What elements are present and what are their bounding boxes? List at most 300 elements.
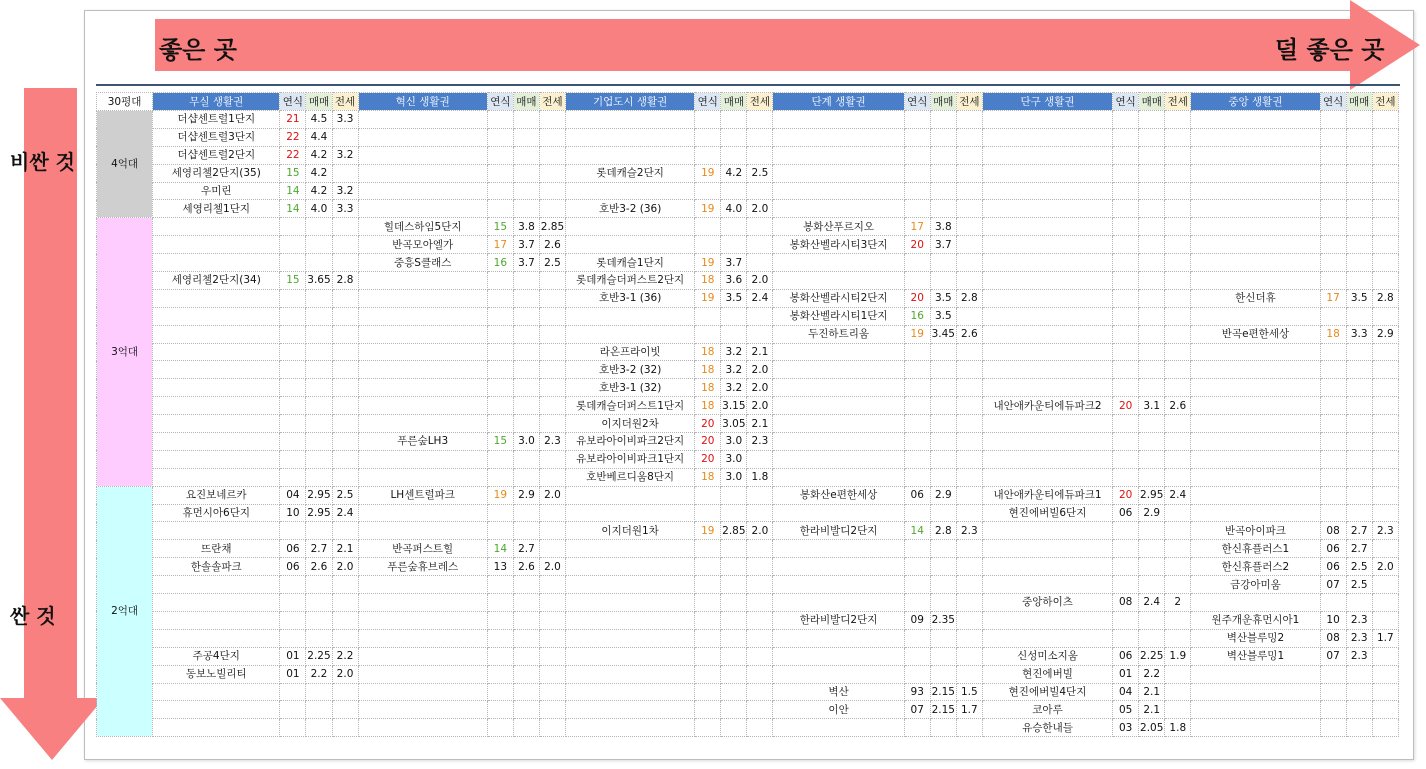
built-year: 17 xyxy=(487,236,513,254)
built-year xyxy=(487,200,513,218)
sale-price xyxy=(1346,433,1372,451)
cheap-label: 싼 것 xyxy=(10,604,56,628)
sale-price xyxy=(513,594,539,612)
complex-name: 롯데캐슬더퍼스트2단지 xyxy=(565,272,694,290)
sale-price xyxy=(513,397,539,415)
lease-price xyxy=(1165,307,1191,325)
complex-name xyxy=(565,128,694,146)
built-year: 19 xyxy=(487,486,513,504)
built-year xyxy=(487,719,513,737)
built-year: 19 xyxy=(695,254,721,272)
built-year xyxy=(280,522,306,540)
complex-name xyxy=(1191,683,1320,701)
complex-name xyxy=(153,397,280,415)
sale-price xyxy=(513,182,539,200)
complex-name: 세영리첼2단지(35) xyxy=(153,164,280,182)
complex-name xyxy=(982,272,1112,290)
sale-price xyxy=(306,415,332,433)
built-year xyxy=(695,647,721,665)
lease-price xyxy=(539,665,565,683)
price-band-label: 4억대 xyxy=(97,111,153,218)
complex-name xyxy=(1191,719,1320,737)
built-year: 19 xyxy=(695,522,721,540)
lease-price: 2 xyxy=(1165,594,1191,612)
sale-price: 2.6 xyxy=(513,558,539,576)
lease-price xyxy=(1165,665,1191,683)
sale-price xyxy=(1139,128,1165,146)
sale-price: 3.8 xyxy=(930,218,956,236)
sale-price xyxy=(930,182,956,200)
lease-price xyxy=(1165,415,1191,433)
lease-price: 3.2 xyxy=(332,146,358,164)
complex-name xyxy=(773,433,904,451)
lease-price xyxy=(332,254,358,272)
built-year: 19 xyxy=(695,200,721,218)
complex-name xyxy=(1191,701,1320,719)
sale-price: 2.7 xyxy=(513,540,539,558)
built-year xyxy=(1113,128,1139,146)
lease-price xyxy=(747,701,773,719)
lease-price xyxy=(332,629,358,647)
lease-price xyxy=(956,128,982,146)
complex-name: 롯데캐슬1단지 xyxy=(565,254,694,272)
built-year: 21 xyxy=(280,111,306,129)
sale-price xyxy=(1139,343,1165,361)
built-year xyxy=(695,701,721,719)
group-name-header: 단구 생활권 xyxy=(982,93,1112,111)
sale-price xyxy=(306,218,332,236)
complex-name xyxy=(773,594,904,612)
built-year xyxy=(695,540,721,558)
complex-name: 세영리첼1단지 xyxy=(153,200,280,218)
lease-price xyxy=(1165,361,1191,379)
sale-price xyxy=(513,450,539,468)
built-year xyxy=(487,647,513,665)
lease-price xyxy=(1372,379,1398,397)
complex-name xyxy=(773,647,904,665)
built-year xyxy=(1113,540,1139,558)
complex-name xyxy=(565,558,694,576)
built-year xyxy=(1320,433,1346,451)
sale-price xyxy=(1139,361,1165,379)
built-year xyxy=(280,433,306,451)
group-name-header: 중앙 생활권 xyxy=(1191,93,1320,111)
lease-price xyxy=(956,665,982,683)
built-year xyxy=(1113,218,1139,236)
built-year: 07 xyxy=(904,701,930,719)
built-year: 14 xyxy=(280,200,306,218)
lease-price xyxy=(539,111,565,129)
sale-price xyxy=(1346,379,1372,397)
complex-name xyxy=(982,468,1112,486)
built-year xyxy=(487,629,513,647)
built-year xyxy=(695,128,721,146)
lease-price xyxy=(956,111,982,129)
sale-price xyxy=(1346,254,1372,272)
complex-name xyxy=(153,415,280,433)
built-year xyxy=(1320,307,1346,325)
year-header: 연식 xyxy=(1113,93,1139,111)
complex-name xyxy=(565,594,694,612)
built-year: 22 xyxy=(280,146,306,164)
built-year xyxy=(280,611,306,629)
complex-name xyxy=(1191,397,1320,415)
complex-name: 봉화산푸르지오 xyxy=(773,218,904,236)
sale-price xyxy=(721,111,747,129)
sale-price: 4.5 xyxy=(306,111,332,129)
sale-price xyxy=(1139,540,1165,558)
lease-price xyxy=(332,433,358,451)
sale-price xyxy=(306,361,332,379)
sale-price xyxy=(306,254,332,272)
sale-price: 2.6 xyxy=(306,558,332,576)
built-year xyxy=(904,558,930,576)
apartment-price-table xyxy=(96,92,1399,737)
sale-price xyxy=(1346,504,1372,522)
sale-price xyxy=(513,611,539,629)
lease-price: 2.0 xyxy=(332,665,358,683)
lease-price: 1.8 xyxy=(1165,719,1191,737)
complex-name xyxy=(773,450,904,468)
lease-price xyxy=(956,719,982,737)
complex-name: 현진에버빌6단지 xyxy=(982,504,1112,522)
lease-price: 2.4 xyxy=(332,504,358,522)
lease-price xyxy=(1165,576,1191,594)
sale-price: 2.05 xyxy=(1139,719,1165,737)
lease-price xyxy=(539,415,565,433)
built-year: 93 xyxy=(904,683,930,701)
complex-name: 더샵센트럴2단지 xyxy=(153,146,280,164)
built-year: 17 xyxy=(1320,289,1346,307)
lease-price xyxy=(747,111,773,129)
lease-price: 2.1 xyxy=(332,540,358,558)
sale-price xyxy=(721,236,747,254)
lease-price xyxy=(1372,468,1398,486)
lease-price: 2.1 xyxy=(747,343,773,361)
built-year xyxy=(1113,611,1139,629)
complex-name xyxy=(358,289,487,307)
built-year xyxy=(904,272,930,290)
lease-price: 2.4 xyxy=(1165,486,1191,504)
sale-price: 2.25 xyxy=(1139,647,1165,665)
lease-price xyxy=(539,629,565,647)
sale-price xyxy=(1139,415,1165,433)
sale-price xyxy=(930,468,956,486)
lease-price xyxy=(956,433,982,451)
built-year xyxy=(695,576,721,594)
table-row xyxy=(97,182,1399,200)
lease-price xyxy=(539,361,565,379)
sale-price xyxy=(721,307,747,325)
table-row xyxy=(97,164,1399,182)
built-year xyxy=(1320,450,1346,468)
lease-price xyxy=(332,397,358,415)
sale-price xyxy=(1139,433,1165,451)
price-band-label: 2억대 xyxy=(97,486,153,736)
complex-name xyxy=(982,433,1112,451)
complex-name xyxy=(1191,504,1320,522)
lease-price xyxy=(1165,683,1191,701)
sale-price: 2.1 xyxy=(1139,683,1165,701)
built-year xyxy=(1320,415,1346,433)
complex-name xyxy=(358,111,487,129)
built-year: 01 xyxy=(280,665,306,683)
complex-name: 동보노빌리티 xyxy=(153,665,280,683)
built-year: 09 xyxy=(904,611,930,629)
built-year: 06 xyxy=(1320,540,1346,558)
built-year xyxy=(1320,665,1346,683)
sale-price xyxy=(930,361,956,379)
built-year xyxy=(1113,164,1139,182)
lease-price xyxy=(1372,719,1398,737)
complex-name xyxy=(982,361,1112,379)
lease-price xyxy=(1372,486,1398,504)
sale-price xyxy=(1346,719,1372,737)
sale-price xyxy=(513,629,539,647)
built-year xyxy=(904,594,930,612)
built-year xyxy=(487,164,513,182)
sale-price xyxy=(721,683,747,701)
lease-price: 2.0 xyxy=(539,558,565,576)
lease-price xyxy=(1372,128,1398,146)
sale-price xyxy=(1346,594,1372,612)
sale-price xyxy=(513,272,539,290)
group-name-header: 기업도시 생활권 xyxy=(565,93,694,111)
sale-price xyxy=(721,128,747,146)
complex-name xyxy=(1191,594,1320,612)
lease-price xyxy=(747,182,773,200)
complex-name: 내안애카운티에듀파크2 xyxy=(982,397,1112,415)
lease-price xyxy=(539,576,565,594)
lease-price: 3.2 xyxy=(332,182,358,200)
sale-price xyxy=(306,522,332,540)
complex-name xyxy=(773,415,904,433)
built-year xyxy=(487,289,513,307)
sale-price: 4.2 xyxy=(306,146,332,164)
lease-price: 3.3 xyxy=(332,200,358,218)
complex-name xyxy=(565,307,694,325)
sale-price xyxy=(1346,343,1372,361)
built-year xyxy=(280,343,306,361)
lease-price: 2.6 xyxy=(539,236,565,254)
sale-price xyxy=(721,558,747,576)
built-year xyxy=(904,361,930,379)
built-year xyxy=(280,576,306,594)
built-year xyxy=(487,307,513,325)
lease-price xyxy=(1372,647,1398,665)
table-row xyxy=(97,629,1399,647)
sale-price xyxy=(930,450,956,468)
lease-header: 전세 xyxy=(1372,93,1398,111)
built-year xyxy=(1113,433,1139,451)
lease-price: 3.3 xyxy=(332,111,358,129)
year-header: 연식 xyxy=(695,93,721,111)
lease-price xyxy=(1372,540,1398,558)
lease-price xyxy=(539,504,565,522)
complex-name xyxy=(1191,307,1320,325)
built-year: 18 xyxy=(695,272,721,290)
built-year xyxy=(695,307,721,325)
complex-name xyxy=(565,236,694,254)
sale-price xyxy=(1346,111,1372,129)
sale-price xyxy=(930,594,956,612)
complex-name xyxy=(982,164,1112,182)
built-year xyxy=(1320,218,1346,236)
built-year: 20 xyxy=(695,433,721,451)
sale-header: 매매 xyxy=(1346,93,1372,111)
complex-name: 한솔솔파크 xyxy=(153,558,280,576)
lease-price xyxy=(956,146,982,164)
built-year: 17 xyxy=(904,218,930,236)
complex-name xyxy=(1191,415,1320,433)
lease-price xyxy=(539,468,565,486)
built-year: 10 xyxy=(280,504,306,522)
built-year xyxy=(1320,683,1346,701)
built-year xyxy=(695,218,721,236)
complex-name xyxy=(773,504,904,522)
complex-name xyxy=(358,450,487,468)
built-year xyxy=(904,468,930,486)
lease-price xyxy=(539,307,565,325)
complex-name: 세영리첼2단지(34) xyxy=(153,272,280,290)
lease-price xyxy=(956,307,982,325)
built-year: 15 xyxy=(280,164,306,182)
built-year xyxy=(695,146,721,164)
lease-price: 2.0 xyxy=(747,272,773,290)
complex-name xyxy=(1191,433,1320,451)
built-year xyxy=(280,307,306,325)
lease-price xyxy=(539,522,565,540)
sale-price: 4.2 xyxy=(306,164,332,182)
sale-price xyxy=(1139,450,1165,468)
lease-price xyxy=(747,647,773,665)
sale-price xyxy=(513,111,539,129)
complex-name: 벽산블루밍2 xyxy=(1191,629,1320,647)
built-year xyxy=(487,361,513,379)
table-row xyxy=(97,611,1399,629)
complex-name xyxy=(565,486,694,504)
sale-price xyxy=(1139,182,1165,200)
built-year xyxy=(904,164,930,182)
complex-name xyxy=(1191,164,1320,182)
sale-price xyxy=(513,164,539,182)
built-year xyxy=(904,128,930,146)
complex-name: 중앙하이츠 xyxy=(982,594,1112,612)
complex-name xyxy=(773,182,904,200)
sale-price: 2.8 xyxy=(930,522,956,540)
built-year xyxy=(487,415,513,433)
built-year xyxy=(487,182,513,200)
lease-price xyxy=(747,683,773,701)
built-year xyxy=(280,415,306,433)
sale-price xyxy=(1346,218,1372,236)
sale-price xyxy=(1139,558,1165,576)
complex-name xyxy=(982,558,1112,576)
sale-price xyxy=(930,343,956,361)
year-header: 연식 xyxy=(904,93,930,111)
complex-name xyxy=(1191,468,1320,486)
table-row xyxy=(97,683,1399,701)
sale-price: 2.95 xyxy=(306,504,332,522)
complex-name xyxy=(773,343,904,361)
built-year: 04 xyxy=(1113,683,1139,701)
sale-price: 3.8 xyxy=(513,218,539,236)
built-year xyxy=(695,325,721,343)
lease-price xyxy=(539,200,565,218)
built-year xyxy=(1320,164,1346,182)
complex-name: 이지더원1차 xyxy=(565,522,694,540)
built-year xyxy=(280,325,306,343)
expensive-label: 비싼 것 xyxy=(10,150,75,174)
sale-price xyxy=(1139,379,1165,397)
built-year xyxy=(904,343,930,361)
built-year xyxy=(1320,468,1346,486)
complex-name xyxy=(982,111,1112,129)
sale-price: 3.45 xyxy=(930,325,956,343)
built-year xyxy=(904,111,930,129)
complex-name xyxy=(773,111,904,129)
built-year xyxy=(904,450,930,468)
complex-name xyxy=(773,397,904,415)
complex-name: 호반3-2 (32) xyxy=(565,361,694,379)
table-row xyxy=(97,272,1399,290)
lease-price: 1.7 xyxy=(956,701,982,719)
lease-header: 전세 xyxy=(332,93,358,111)
complex-name xyxy=(982,218,1112,236)
complex-name xyxy=(153,218,280,236)
complex-name xyxy=(773,576,904,594)
less-good-location-label: 덜 좋은 곳 xyxy=(1275,36,1385,64)
built-year xyxy=(280,397,306,415)
lease-price: 2.2 xyxy=(332,647,358,665)
complex-name: 현진에버빌4단지 xyxy=(982,683,1112,701)
lease-price xyxy=(1165,540,1191,558)
lease-price xyxy=(539,701,565,719)
built-year xyxy=(695,558,721,576)
sale-price xyxy=(930,629,956,647)
sale-price xyxy=(1346,397,1372,415)
sale-price: 4.4 xyxy=(306,128,332,146)
lease-price xyxy=(956,594,982,612)
table-row xyxy=(97,397,1399,415)
built-year xyxy=(1320,361,1346,379)
lease-price xyxy=(747,665,773,683)
lease-price xyxy=(539,379,565,397)
built-year xyxy=(1113,415,1139,433)
complex-name xyxy=(153,522,280,540)
sale-price xyxy=(930,558,956,576)
complex-name xyxy=(982,343,1112,361)
lease-price xyxy=(539,719,565,737)
sale-price xyxy=(1139,200,1165,218)
lease-price xyxy=(1372,254,1398,272)
sale-price xyxy=(1139,236,1165,254)
built-year: 20 xyxy=(904,236,930,254)
sale-price: 3.0 xyxy=(721,468,747,486)
sale-price: 2.3 xyxy=(1346,647,1372,665)
lease-price xyxy=(539,647,565,665)
built-year xyxy=(695,111,721,129)
built-year xyxy=(487,665,513,683)
lease-price xyxy=(956,468,982,486)
built-year xyxy=(1113,379,1139,397)
sale-price xyxy=(1139,468,1165,486)
complex-name xyxy=(565,576,694,594)
sale-price xyxy=(930,146,956,164)
sale-price xyxy=(930,540,956,558)
built-year xyxy=(1320,719,1346,737)
table-row xyxy=(97,236,1399,254)
